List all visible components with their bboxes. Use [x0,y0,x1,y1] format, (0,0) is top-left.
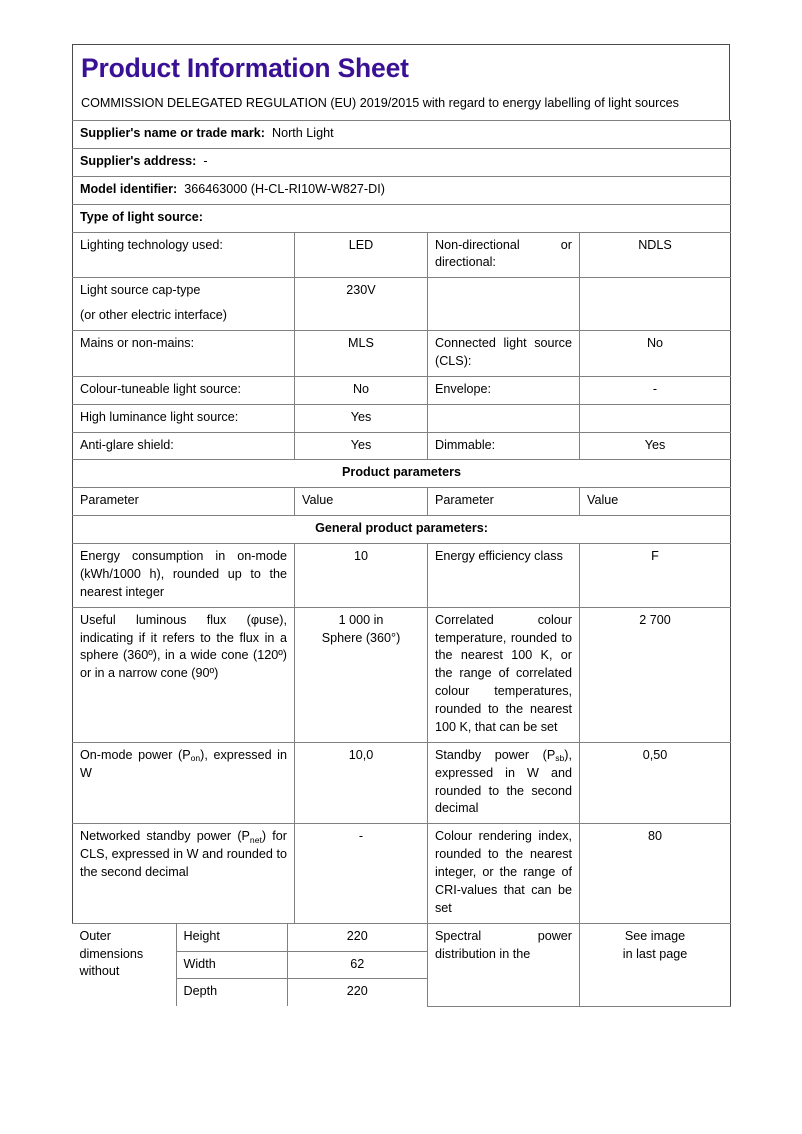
standby-power-post: ), expressed in W and rounded to the second decimal [435,747,572,816]
table-row-anti-glare [73,432,731,460]
cap-type-label-line2: (or other electric interface) [80,308,227,323]
flux-value-line2: Sphere (360°) [321,630,401,645]
cap-type-label [73,278,295,331]
cap-type-empty-param [428,278,580,331]
colour-tuneable-label: Colour-tuneable light source: [73,376,295,404]
general-product-parameters-heading: General product parameters: [73,516,731,544]
spectral-power-distribution-value [580,923,731,1006]
column-header-parameter-2: Parameter [428,488,580,516]
cap-type-label-line1: Light source cap-type [80,283,201,298]
anti-glare-label: Anti-glare shield: [73,432,295,460]
table-row-lighting-technology [73,232,731,278]
dimension-name-height: Height [177,924,288,951]
regulation-subtitle: COMMISSION DELEGATED REGULATION (EU) 2019/2015 with regard to energy labelling of light sources [81,95,679,110]
table-row-outer-dimensions [73,923,731,1006]
outer-dimensions-label: Outer dimensions without [73,924,177,1007]
outer-dimensions-rows [177,924,428,1007]
networked-standby-power-label [73,824,295,923]
cap-type-empty-value [580,278,731,331]
table-row-on-mode-power [73,742,731,824]
column-header-parameter-1: Parameter [73,488,295,516]
model-identifier-value: 366463000 (H-CL-RI10W-W827-DI) [184,181,385,196]
table-row-type-of-light-source-heading [73,204,731,232]
on-mode-power-pre: On-mode power (P [80,747,191,762]
supplier-name-label: Supplier's name or trade mark: [80,126,265,141]
on-mode-power-post: ), expressed in W [80,747,287,780]
outer-dimensions-subtable [73,924,428,1007]
networked-standby-power-value: - [295,824,428,923]
colour-rendering-index-value: 80 [580,824,731,923]
table-row-cap-type [73,278,731,331]
table-row-product-parameters-heading [73,460,731,488]
supplier-name-cell [73,121,731,149]
product-information-table [72,120,731,1007]
dimension-row-height [177,924,428,951]
supplier-address-value: - [203,153,208,168]
outer-dimensions-cell [73,923,428,1006]
table-row-column-headers [73,488,731,516]
cap-type-value: 230V [295,278,428,331]
table-row-networked-standby-power [73,824,731,923]
connected-light-source-label: Connected light source (CLS): [428,331,580,377]
standby-power-label [428,742,580,824]
table-row-model-identifier [73,176,731,204]
high-luminance-empty-param [428,404,580,432]
useful-luminous-flux-label [73,607,295,742]
envelope-label: Envelope: [428,376,580,404]
model-identifier-cell [73,176,731,204]
column-header-value-1: Value [295,488,428,516]
high-luminance-empty-value [580,404,731,432]
spectral-power-distribution-label: Spectral power distribution in the [428,923,580,1006]
dimension-row-width [177,951,428,979]
mains-label: Mains or non-mains: [73,331,295,377]
table-row-supplier-name [73,121,731,149]
useful-luminous-flux-value [295,607,428,742]
flux-label-post: ), indicating if it refers to the flux in a sphere (360º), in a wide cone (120º) or in a narrow cone (90º) [80,612,287,681]
spectral-value-line2: in last page [622,946,688,961]
energy-efficiency-class-value: F [580,544,731,608]
anti-glare-value: Yes [295,432,428,460]
type-of-light-source-heading: Type of light source: [73,204,731,232]
table-row-mains [73,331,731,377]
networked-standby-post: ) for CLS, expressed in W and rounded to the second decimal [80,829,288,880]
table-row-supplier-address [73,148,731,176]
spectral-value-line1: See image [624,928,686,943]
energy-consumption-value: 10 [295,544,428,608]
mains-value: MLS [295,331,428,377]
supplier-address-cell [73,148,731,176]
on-mode-power-value: 10,0 [295,742,428,824]
model-identifier-label: Model identifier: [80,181,178,196]
connected-light-source-value: No [580,331,731,377]
high-luminance-value: Yes [295,404,428,432]
flux-value-line1: 1 000 in [338,612,384,627]
directionality-label: Non-directional or directional: [428,232,580,278]
directionality-value: NDLS [580,232,731,278]
dimmable-value: Yes [580,432,731,460]
standby-power-pre: Standby power (P [435,747,556,762]
page-title: Product Information Sheet [81,53,409,83]
colour-rendering-index-label: Colour rendering index, rounded to the nearest integer, or the range of CRI-values that can be set [428,824,580,923]
dimension-row-depth [177,978,428,1006]
high-luminance-label: High luminance light source: [73,404,295,432]
table-row-high-luminance [73,404,731,432]
table-row-useful-luminous-flux [73,607,731,742]
flux-symbol: φuse [250,612,280,627]
colour-tuneable-value: No [295,376,428,404]
product-parameters-heading: Product parameters [73,460,731,488]
dimension-value-depth: 220 [346,984,368,999]
table-row-energy-consumption [73,544,731,608]
page-bottom-mask [0,1046,802,1134]
energy-efficiency-class-label: Energy efficiency class [428,544,580,608]
table-row-colour-tuneable [73,376,731,404]
column-header-value-2: Value [580,488,731,516]
flux-label-pre: Useful luminous flux ( [80,612,251,627]
standby-power-subscript: sb [555,753,565,764]
lighting-technology-value: LED [295,232,428,278]
correlated-colour-temperature-label: Correlated colour temperature, rounded to the nearest 100 K, or the range of correlated colour temperatures, rounded to the nearest 100 K, that can be set [428,607,580,742]
table-row-general-parameters-heading [73,516,731,544]
energy-consumption-label: Energy consumption in on-mode (kWh/1000 h), rounded up to the nearest integer [73,544,295,608]
document-header [72,44,730,120]
on-mode-power-label [73,742,295,824]
dimension-value-width: 62 [350,956,365,971]
supplier-name-value: North Light [271,126,334,141]
dimension-name-depth: Depth [177,979,288,1006]
dimension-name-width: Width [177,952,288,979]
supplier-address-label: Supplier's address: [80,153,197,168]
networked-standby-pre: Networked standby power (P [80,829,250,844]
dimmable-label: Dimmable: [428,432,580,460]
standby-power-value: 0,50 [580,742,731,824]
lighting-technology-label: Lighting technology used: [73,232,295,278]
correlated-colour-temperature-value: 2 700 [580,607,731,742]
on-mode-power-subscript: on [190,753,201,764]
networked-standby-subscript: net [249,834,262,845]
dimension-value-height: 220 [346,928,368,943]
envelope-value: - [580,376,731,404]
sheet-container [72,44,730,1007]
